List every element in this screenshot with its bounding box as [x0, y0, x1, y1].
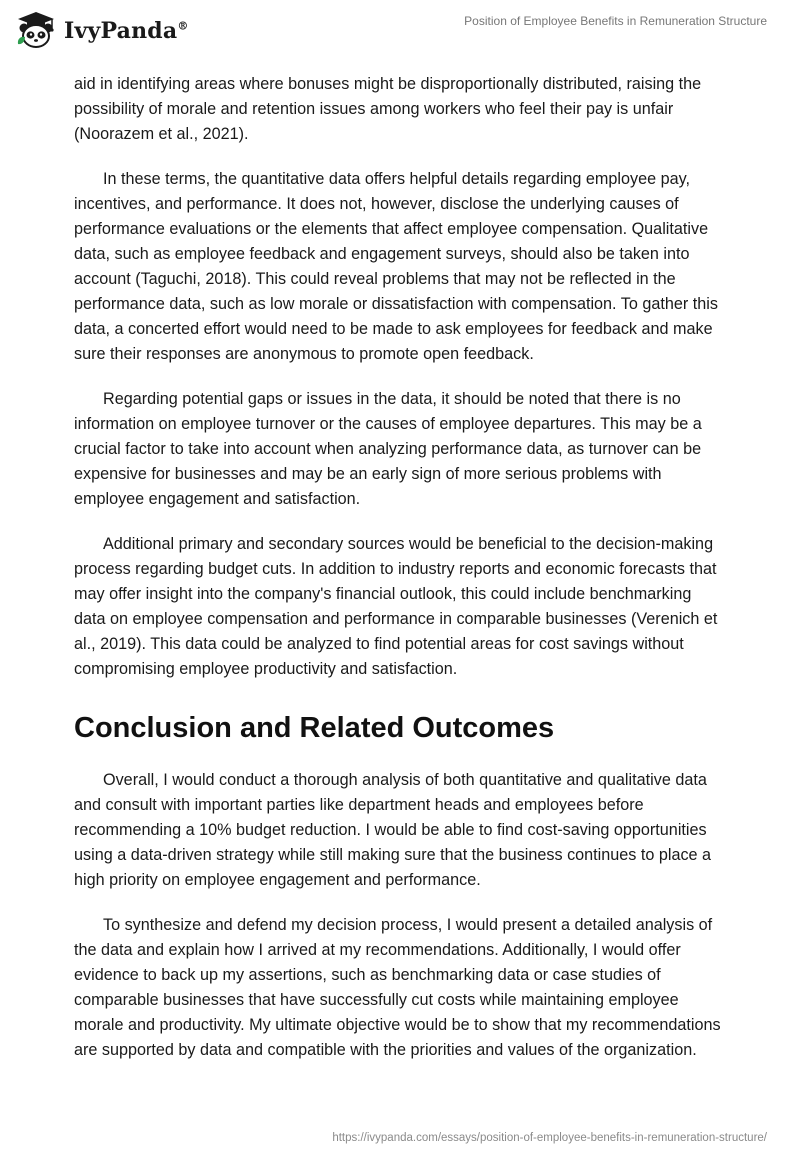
page-header [0, 0, 800, 60]
brand-name: IvyPanda® [64, 18, 189, 44]
section-heading: Conclusion and Related Outcomes [74, 712, 555, 744]
paragraph: aid in identifying areas where bonuses might be disproportionally distributed, raising the possibility of morale and retention issues among workers who feel their pay is unfair (Noorazem et al., 2021). [74, 75, 702, 143]
paragraph: Overall, I would conduct a thorough analysis of both quantitative and qualitative data and consult with important parties like department heads and employees before recommending a 10% budget reduction. I would be able to find cost-saving opportunities using a data-driven strategy while still making sure that the business continues to place a high priority on employee engagement and performance. [74, 771, 712, 889]
essay-content [74, 72, 726, 1083]
paragraph: Regarding potential gaps or issues in the data, it should be noted that there is no information on employee turnover or the causes of employee departures. This may be a crucial factor to take into account when analyzing performance data, as turnover can be expensive for businesses and may be an early sign of more serious problems with employee engagement and satisfaction. [74, 390, 702, 508]
paragraph: To synthesize and defend my decision process, I would present a detailed analysis of the data and explain how I arrived at my recommendations. Additionally, I would offer evidence to back up my assertions, such as benchmarking data or case studies of comparable businesses that have successfully cut costs while maintaining employee morale and productivity. My ultimate objective would be to show that my recommendations are supported by data and compatible with the priorities and values of the organization. [74, 916, 721, 1059]
panda-graduate-icon [14, 10, 58, 50]
paragraph: Additional primary and secondary sources would be beneficial to the decision-making process regarding budget cuts. In addition to industry reports and economic forecasts that may offer insight into the company's financial outlook, this could include benchmarking data on employee compensation and performance in comparable businesses (Verenich et al., 2019). This data could be analyzed to find potential areas for cost savings without compromising employee productivity and satisfaction. [74, 535, 718, 678]
document-title: Position of Employee Benefits in Remuneration Structure [464, 14, 767, 28]
source-url[interactable]: https://ivypanda.com/essays/position-of-employee-benefits-in-remuneration-structure/ [332, 1132, 767, 1144]
paragraph: In these terms, the quantitative data offers helpful details regarding employee pay, incentives, and performance. It does not, however, disclose the underlying causes of performance evaluations or the elements that affect employee compensation. Qualitative data, such as employee feedback and engagement surveys, should also be taken into account (Taguchi, 2018). This could reveal problems that may not be reflected in the performance data, such as low morale or dissatisfaction with compensation. To gather this data, a concerted effort would need to be made to ask employees for feedback and make sure their responses are anonymous to promote open feedback. [74, 170, 718, 363]
ivypanda-logo[interactable] [14, 10, 189, 50]
